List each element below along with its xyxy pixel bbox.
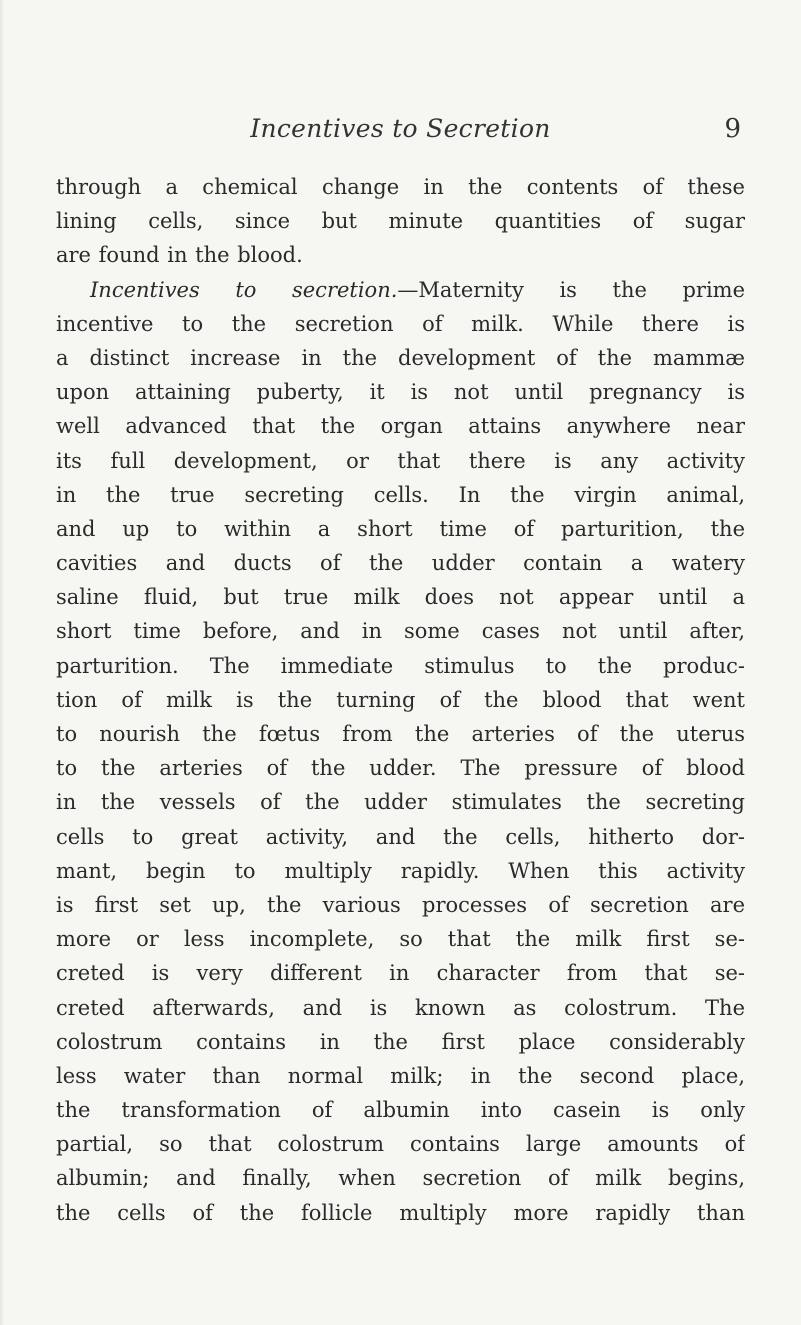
text-line: is first set up, the various processes of secretion are [56,892,745,917]
text-line: more or less incomplete, so that the milk first se- [56,927,745,952]
text-line: in the vessels of the udder stimulates the secreting [56,790,745,815]
text-line: well advanced that the organ attains anywhere near [56,414,745,439]
running-head [0,114,801,150]
text-line: albumin; and finally, when secretion of milk begins, [56,1166,745,1191]
text-line: cells to great activity, and the cells, hitherto dor- [56,824,745,849]
text-line: incentive to the secretion of milk. While there is [56,311,745,336]
text-line: creted is very different in character from that se- [56,961,745,986]
text-line: the transformation of albumin into casein is only [56,1098,745,1123]
text-line: tion of milk is the turning of the blood that went [56,687,745,712]
text-line: less water than normal milk; in the second place, [56,1063,745,1088]
text-line: lining cells, since but minute quantities of sugar [56,209,745,234]
text-line: cavities and ducts of the udder contain a watery [56,551,745,576]
body-text [56,170,745,1230]
text-line: are found in the blood. [56,243,303,268]
text-line: creted afterwards, and is known as colostrum. The [56,995,745,1020]
section-heading: Incentives to secretion. [90,277,398,302]
text-line: through a chemical change in the contents of these [56,175,745,199]
text-line: parturition. The immediate stimulus to the produc- [56,653,745,678]
section-start-line [56,273,745,307]
running-title: Incentives to Secretion [250,114,551,143]
text-line: the cells of the follicle multiply more rapidly than [56,1200,745,1225]
page-edge-shadow [0,0,4,1325]
text-line: and up to within a short time of parturition, the [56,516,745,541]
text-line: partial, so that colostrum contains large amounts of [56,1132,745,1157]
section-lead-text: —Maternity is the prime [397,277,745,302]
text-line: saline fluid, but true milk does not appear until a [56,585,745,610]
text-line: a distinct increase in the development of the mammæ [56,345,745,370]
page-number: 9 [724,114,741,144]
text-line: short time before, and in some cases not until after, [56,619,745,644]
text-line: to nourish the fœtus from the arteries of the uterus [56,722,745,746]
text-line: to the arteries of the udder. The pressure of blood [56,756,745,781]
text-line: colostrum contains in the first place considerably [56,1029,745,1054]
text-line: its full development, or that there is any activity [56,448,745,473]
text-line: mant, begin to multiply rapidly. When this activity [56,858,745,883]
text-line: in the true secreting cells. In the virgin animal, [56,482,745,507]
text-line: upon attaining puberty, it is not until pregnancy is [56,380,745,405]
